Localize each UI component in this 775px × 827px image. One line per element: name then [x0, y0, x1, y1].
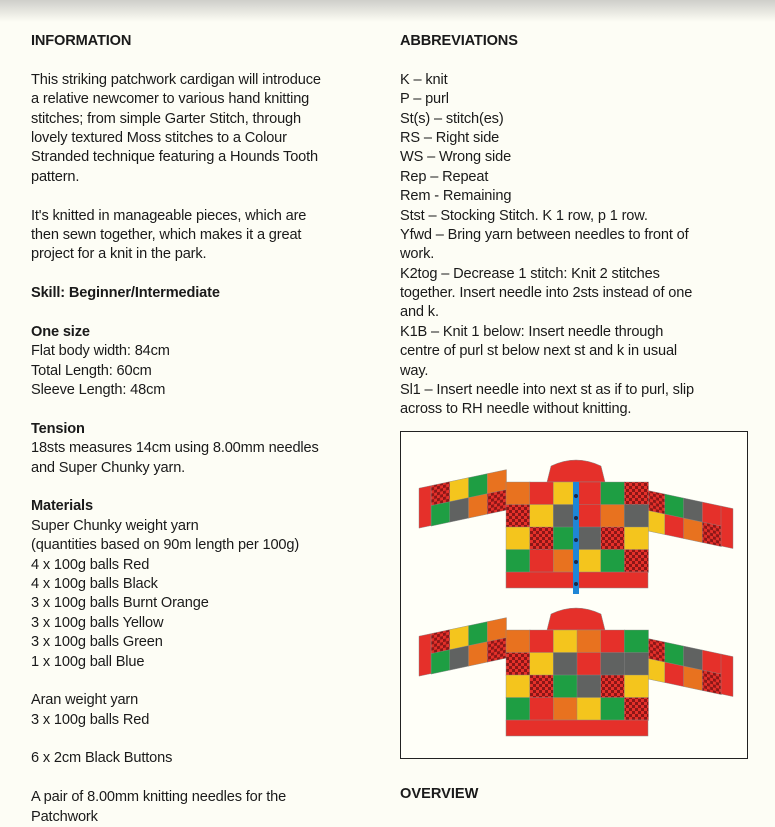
cardigan-back	[419, 608, 733, 736]
materials-heading: Materials	[31, 498, 93, 515]
abbreviation-line: centre of purl st below next st and k in usual	[400, 343, 678, 360]
cardigan-front-right-cuff	[721, 506, 733, 549]
cardigan-front-left-sleeve-patch	[450, 498, 469, 523]
cardigan-back-body-patch	[601, 675, 625, 698]
cardigan-back-left-sleeve-patch	[431, 650, 450, 675]
cardigan-front-body-patch	[530, 527, 554, 550]
material-item: 3 x 100g balls Green	[31, 634, 163, 651]
page-top-shadow	[0, 0, 775, 22]
cardigan-front-body-patch	[506, 505, 530, 528]
pieces-paragraph: It's knitted in manageable pieces, which are then sewn together, which makes it a great project for a knit in the park.	[31, 207, 307, 263]
cardigan-front-body-patch	[624, 550, 648, 573]
skill-level: Skill: Beginner/Intermediate	[31, 285, 220, 302]
intro-paragraph: This striking patchwork cardigan will introduce a relative newcomer to various hand knitting stitches; from simple Garter Stitch, through lovely textured Moss stitches to a Colour Stranded technique featuring a Hounds Tooth pattern.	[31, 71, 321, 185]
cardigan-front-left-sleeve-patch	[469, 494, 488, 519]
abbreviation-line: and k.	[400, 304, 439, 321]
button-icon	[574, 560, 578, 564]
cardigan-back-body-patch	[577, 675, 601, 698]
cardigan-front-body-patch	[506, 550, 530, 573]
size-line: Flat body width: 84cm	[31, 343, 170, 360]
material-item: 6 x 2cm Black Buttons	[31, 750, 173, 767]
cardigan-front-right-sleeve-patch	[646, 510, 665, 535]
material-item: 1 x 100g ball Blue	[31, 653, 145, 670]
tension-line: and Super Chunky yarn.	[31, 459, 186, 476]
cardigan-back-body-patch	[506, 698, 530, 721]
cardigan-back-hem-rib	[506, 720, 648, 736]
abbreviation-line: K1B – Knit 1 below: Insert needle through	[400, 323, 664, 340]
cardigan-back-body-patch	[530, 698, 554, 721]
cardigan-back-body-patch	[553, 675, 577, 698]
material-item: 3 x 100g balls Burnt Orange	[31, 595, 209, 612]
cardigan-back-body-patch	[530, 653, 554, 676]
material-item: Aran weight yarn	[31, 692, 139, 709]
cardigan-back-body-patch	[553, 653, 577, 676]
abbreviation-line: Rem - Remaining	[400, 188, 512, 205]
cardigan-back-body-patch	[553, 630, 577, 653]
cardigan-back-body-patch	[506, 675, 530, 698]
cardigan-back-left-sleeve-patch	[487, 638, 506, 663]
cardigan-back-body-patch	[530, 630, 554, 653]
abbreviation-line: way.	[400, 362, 429, 379]
cardigan-front-body-patch	[577, 550, 601, 573]
abbreviations-column	[400, 32, 750, 420]
abbreviation-line: across to RH needle without knitting.	[400, 401, 632, 418]
cardigan-front	[419, 460, 733, 594]
cardigan-front-left-cuff	[419, 486, 431, 529]
abbreviation-line: Rep – Repeat	[400, 168, 489, 185]
tension-line: 18sts measures 14cm using 8.00mm needles	[31, 440, 319, 457]
material-item: 4 x 100g balls Black	[31, 575, 158, 592]
overview-heading: OVERVIEW	[400, 786, 479, 802]
tension-heading: Tension	[31, 420, 85, 437]
abbreviation-line: work.	[400, 246, 435, 263]
cardigan-front-body-patch	[601, 527, 625, 550]
button-icon	[574, 494, 578, 498]
cardigan-back-body-patch	[624, 698, 648, 721]
abbreviations-list	[400, 71, 750, 420]
abbreviations-heading: ABBREVIATIONS	[400, 33, 518, 49]
cardigan-front-body-patch	[624, 527, 648, 550]
cardigan-front-body-patch	[506, 527, 530, 550]
size-line: Total Length: 60cm	[31, 362, 152, 379]
abbreviation-line: Stst – Stocking Stitch. K 1 row, p 1 row.	[400, 207, 648, 224]
cardigan-front-body-patch	[577, 482, 601, 505]
cardigan-front-body-patch	[577, 505, 601, 528]
cardigan-front-body-patch	[530, 550, 554, 573]
cardigan-front-right-sleeve-patch	[684, 518, 703, 543]
cardigan-back-collar	[547, 608, 605, 630]
size-heading: One size	[31, 323, 90, 340]
abbreviation-line: together. Insert needle into 2sts instead of one	[400, 285, 693, 302]
cardigan-back-body-patch	[624, 675, 648, 698]
information-column	[31, 32, 381, 827]
cardigan-front-body-patch	[506, 482, 530, 505]
abbreviation-line: K – knit	[400, 71, 448, 88]
cardigan-back-right-cuff	[721, 654, 733, 697]
button-icon	[574, 516, 578, 520]
cardigan-back-body-patch	[577, 653, 601, 676]
cardigan-front-body-patch	[530, 482, 554, 505]
cardigan-front-body-patch	[601, 482, 625, 505]
cardigan-back-right-sleeve-patch	[665, 662, 684, 687]
abbreviation-line: St(s) – stitch(es)	[400, 110, 504, 127]
material-item: 4 x 100g balls Red	[31, 556, 150, 573]
cardigan-back-body-patch	[506, 653, 530, 676]
cardigan-front-right-sleeve-patch	[665, 514, 684, 539]
cardigan-back-body-patch	[530, 675, 554, 698]
cardigan-back-body-patch	[624, 630, 648, 653]
cardigan-back-left-cuff	[419, 634, 431, 677]
cardigan-back-right-sleeve-patch	[684, 666, 703, 691]
abbreviation-line: K2tog – Decrease 1 stitch: Knit 2 stitches	[400, 265, 660, 282]
abbreviation-line: WS – Wrong side	[400, 149, 512, 166]
cardigan-back-body-patch	[553, 698, 577, 721]
cardigan-front-body-patch	[624, 482, 648, 505]
size-line: Sleeve Length: 48cm	[31, 382, 166, 399]
cardigan-back-left-sleeve-patch	[450, 646, 469, 671]
cardigan-back-body-patch	[601, 698, 625, 721]
cardigan-front-left-sleeve-patch	[431, 502, 450, 527]
material-item: 3 x 100g balls Red	[31, 711, 150, 728]
abbreviation-line: RS – Right side	[400, 129, 500, 146]
material-item: A pair of 8.00mm knitting needles for the	[31, 789, 287, 806]
button-icon	[574, 582, 578, 586]
cardigan-front-body-patch	[577, 527, 601, 550]
material-item: Patchwork	[31, 808, 98, 825]
cardigan-back-right-sleeve-patch	[646, 658, 665, 683]
cardigan-front-left-sleeve-patch	[487, 490, 506, 515]
material-item: Super Chunky weight yarn	[31, 517, 199, 534]
cardigan-back-body-patch	[577, 630, 601, 653]
abbreviation-line: P – purl	[400, 91, 449, 108]
material-item: 3 x 100g balls Yellow	[31, 614, 164, 631]
button-icon	[574, 538, 578, 542]
cardigan-front-body-patch	[530, 505, 554, 528]
cardigan-back-left-sleeve-patch	[469, 642, 488, 667]
cardigan-front-body-patch	[601, 550, 625, 573]
cardigan-front-right-sleeve-patch	[702, 522, 721, 547]
cardigan-back-body-patch	[601, 630, 625, 653]
information-heading: INFORMATION	[31, 33, 132, 49]
abbreviation-line: Sl1 – Insert needle into next st as if to purl, slip	[400, 382, 694, 399]
abbreviation-line: Yfwd – Bring yarn between needles to front of	[400, 226, 689, 243]
material-item: (quantities based on 90m length per 100g)	[31, 537, 300, 554]
cardigan-back-body-patch	[624, 653, 648, 676]
cardigan-back-body-patch	[601, 653, 625, 676]
cardigan-front-body-patch	[624, 505, 648, 528]
cardigan-back-right-sleeve-patch	[702, 670, 721, 695]
cardigan-front-collar	[547, 460, 605, 482]
cardigan-illustration	[400, 431, 748, 759]
cardigan-back-body-patch	[577, 698, 601, 721]
cardigan-front-body-patch	[601, 505, 625, 528]
cardigan-back-body-patch	[506, 630, 530, 653]
cardigan-front-and-back-drawing	[401, 432, 747, 758]
